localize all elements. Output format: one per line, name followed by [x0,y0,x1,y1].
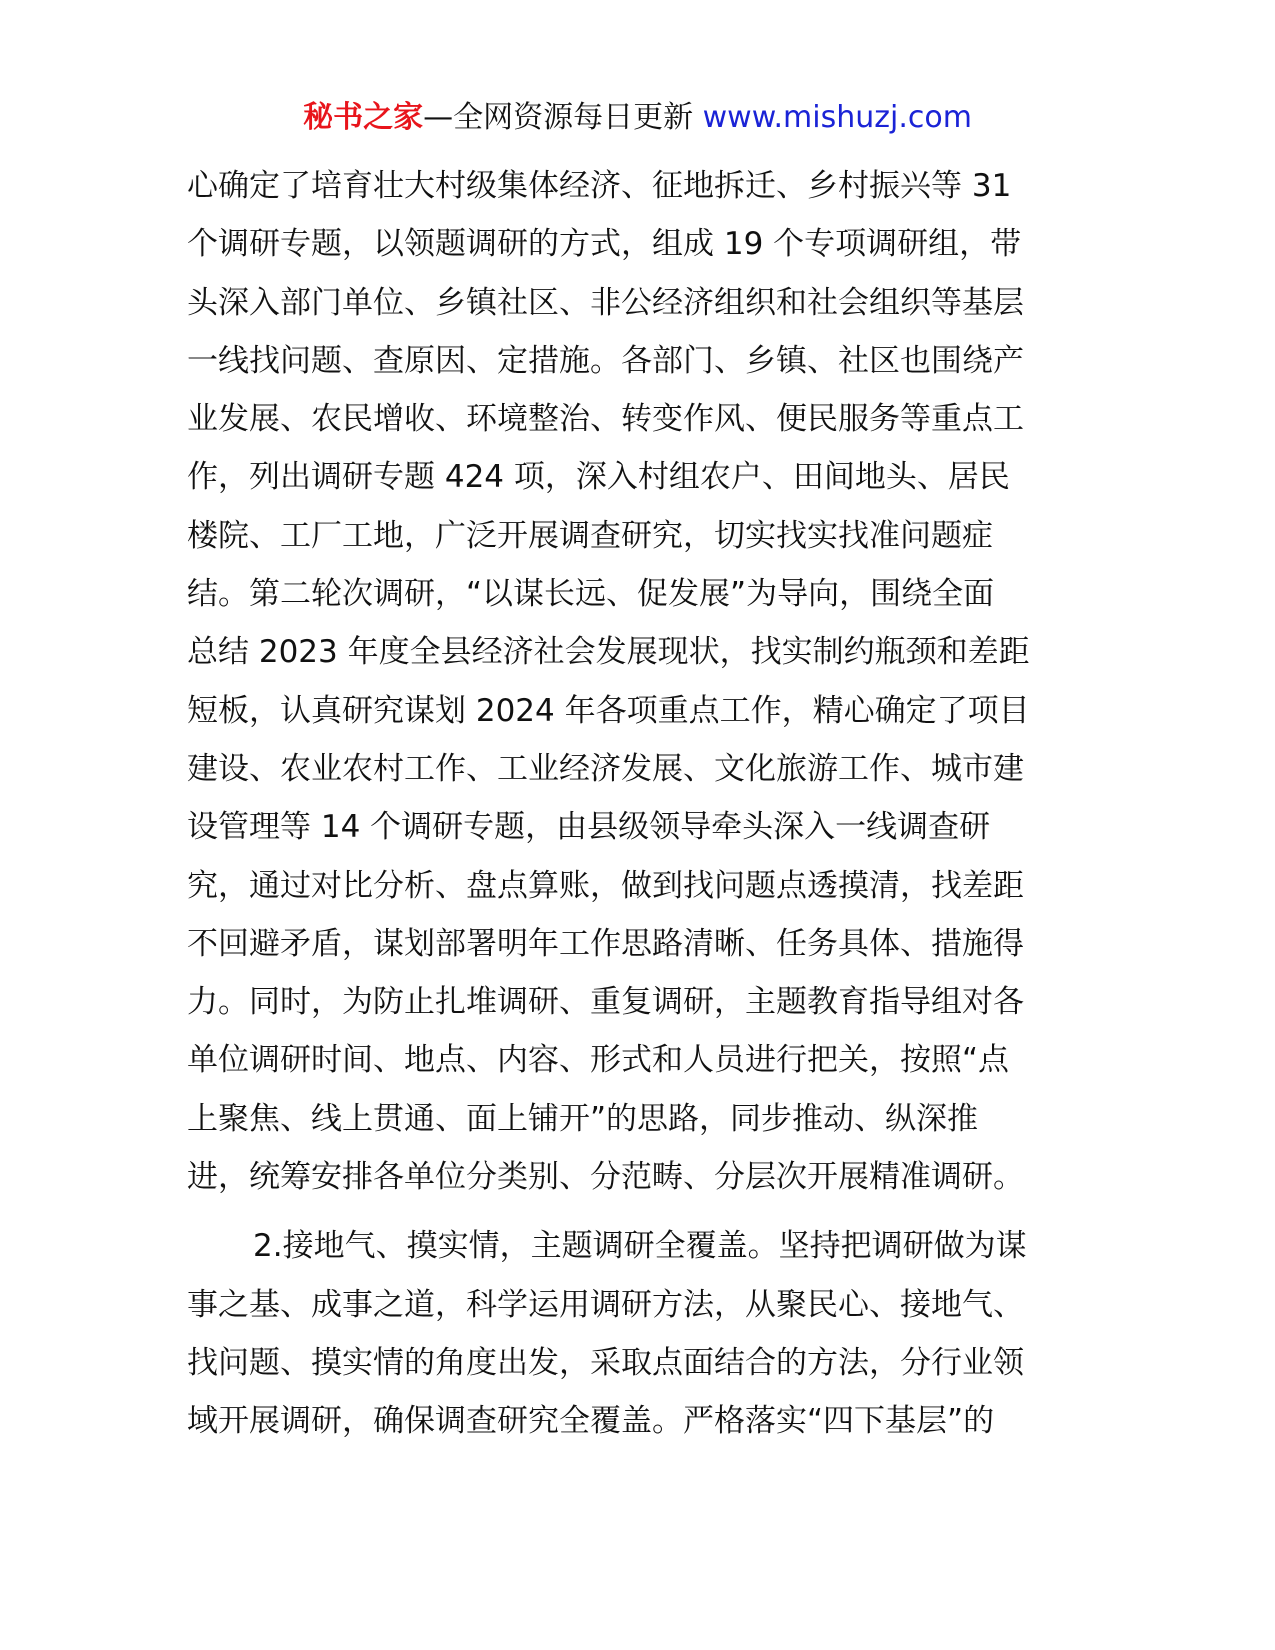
text-line: 头深入部门单位、乡镇社区、非公经济组织和社会组织等基层 [187,284,1024,321]
text-line: 域开展调研，确保调查研究全覆盖。严格落实“四下基层”的 [187,1403,995,1440]
text-line: 心确定了培育壮大村级集体经济、征地拆迁、乡村振兴等 31 [187,168,1012,204]
text-line: 短板，认真研究谋划 2024 年各项重点工作，精心确定了项目 [187,692,1030,729]
text-line: 作，列出调研专题 424 项，深入村组农户、田间地头、居民 [187,459,1010,496]
header-tagline: —全网资源每日更新 [423,100,694,135]
text-line: 找问题、摸实情的角度出发，采取点面结合的方法，分行业领 [187,1344,1024,1381]
text-line: 设管理等 14 个调研专题，由县级领导牵头深入一线调查研 [187,809,991,846]
text-line: 业发展、农民增收、环境整治、转变作风、便民服务等重点工 [187,401,1024,438]
text-line: 不回避矛盾，谋划部署明年工作思路清晰、任务具体、措施得 [187,925,1024,962]
text-line: 2.接地气、摸实情，主题调研全覆盖。坚持把调研做为谋 [253,1228,1027,1265]
text-line: 进，统筹安排各单位分类别、分范畴、分层次开展精准调研。 [187,1159,1024,1196]
text-line: 楼院、工厂工地，广泛开展调查研究，切实找实找准问题症 [187,517,993,554]
text-line: 总结 2023 年度全县经济社会发展现状，找实制约瓶颈和差距 [187,634,1030,671]
text-line: 个调研专题，以领题调研的方式，组成 19 个专项调研组，带 [187,226,1022,263]
paragraph-1 [187,157,1087,1206]
text-line: 事之基、成事之道，科学运用调研方法，从聚民心、接地气、 [187,1286,1024,1323]
page-header [0,98,1275,138]
text-line: 究，通过对比分析、盘点算账，做到找问题点透摸清，找差距 [187,867,1024,904]
text-line: 单位调研时间、地点、内容、形式和人员进行把关，按照“点 [187,1042,1010,1079]
text-line: 力。同时，为防止扎堆调研、重复调研，主题教育指导组对各 [187,984,1024,1021]
paragraph-gap [187,1206,1087,1217]
text-line: 一线找问题、查原因、定措施。各部门、乡镇、社区也围绕产 [187,342,1024,379]
document-body [187,157,1087,1451]
paragraph-2 [187,1217,1087,1450]
website-link[interactable]: www.mishuzj.com [702,100,972,135]
text-line: 上聚焦、线上贯通、面上铺开”的思路，同步推动、纵深推 [187,1100,979,1137]
text-line: 结。第二轮次调研，“以谋长远、促发展”为导向，围绕全面 [187,576,995,613]
brand-name: 秘书之家 [303,100,424,135]
text-line: 建设、农业农村工作、工业经济发展、文化旅游工作、城市建 [187,750,1024,787]
